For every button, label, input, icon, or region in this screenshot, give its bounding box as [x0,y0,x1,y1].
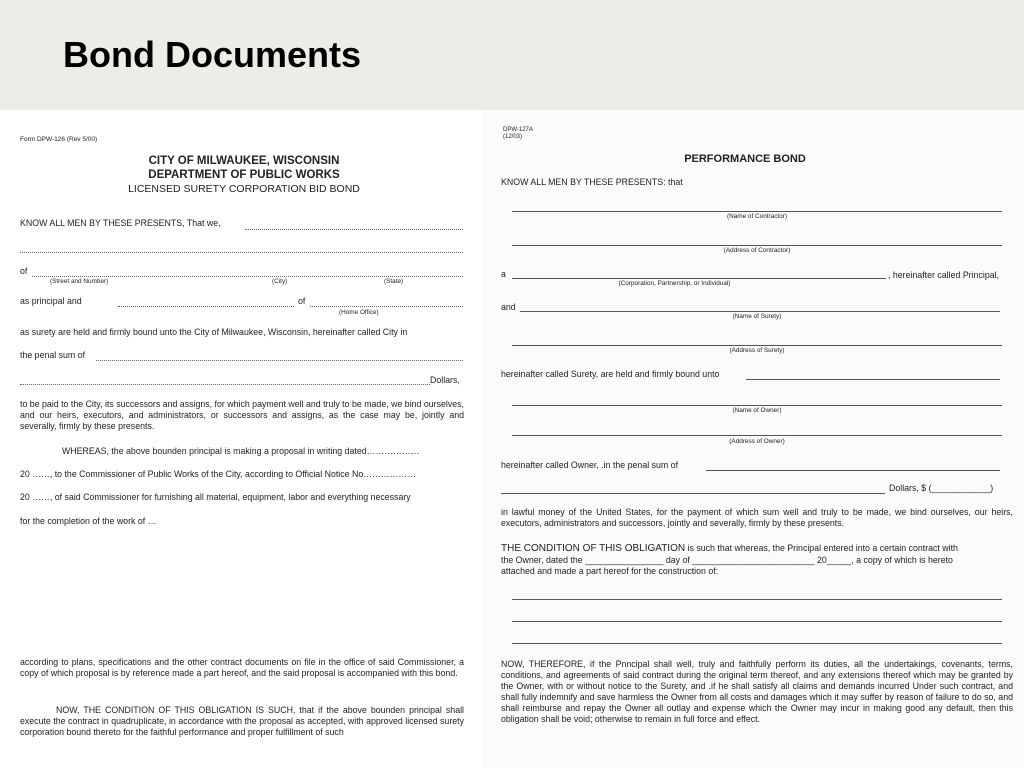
know-all-men-line: KNOW ALL MEN BY THESE PRESENTS, That we, [20,218,221,228]
furnishing-line: 20 ……, of said Commissioner for furnishing all material, equipment, labor and everything necessary [20,492,411,502]
performance-bond-document [482,110,1024,768]
fill-line [512,643,1002,644]
bid-heading-city: CITY OF MILWAUKEE, WISCONSIN [148,155,340,167]
now-therefore-paragraph: NOW, THEREFORE, if the Pnncipal shall well, truly and faithfully perform its duties, all the undertakings, covenants, terms, conditions, and agreements of said contract during the original term thereof, and any extensions thereof which may be granted by the Owner, with or without notice to the Surety, and .if he shall satisfy all claims and demands incurred Under such contract, and shall fully indemnify and save harmless the Owner from all costs and damages which it may suffer by reason of failure to do so, and shall reimburse and repay the Owner all outlay and expense which the Owner may incur in making good any default, then this obligation shall be void; otherwise to remain in full force and effect. [501,659,1013,724]
fill-line [512,211,1002,212]
fill-line [512,345,1002,346]
label-owner-name: (Name of Owner) [732,407,782,414]
fill-line [512,599,1002,600]
condition-paragraph: NOW, THE CONDITION OF THIS OBLIGATION IS SUCH, that if the above bounden principal shall execute the contract in quadruplicate, in accordance with the proposal as accepted, with approved licensed surety corporation bound thereto for the faithful performance and proper fulfillment of such [20,705,464,737]
fill-line [20,384,430,385]
bid-heading-bond-type: LICENSED SURETY CORPORATION BID BOND [128,183,360,195]
fill-line [96,360,463,361]
label-street: (Street and Number) [50,278,109,285]
owner-dated-line: the Owner, dated the ________________ day of _________________________ 20_____, a copy of which is hereto [501,555,953,565]
bid-heading-department: DEPARTMENT OF PUBLIC WORKS [148,169,340,181]
label-state: (State) [384,278,404,285]
label-surety-name: (Name of Surety) [732,313,782,320]
surety-bound-line: hereinafter called Surety, are held and firmly bound unto [501,369,720,379]
fill-line [520,311,1000,312]
fill-line [512,278,886,279]
fill-line [310,306,463,307]
label-surety-address: (Address of Surety) [729,347,785,354]
fill-line [706,470,1000,471]
fill-line [512,405,1002,406]
whereas-line: WHEREAS, the above bounden principal is making a proposal in writing dated……………… [62,446,420,456]
principal-line: as principal and [20,296,82,306]
of-line: of [20,266,28,276]
attached-line: attached and made a part hereof for the construction of: [501,566,719,576]
form-date: (12/03) [503,134,523,140]
fill-line [118,306,294,307]
according-paragraph: according to plans, specifications and the other contract documents on file in the office of said Commissioner, a copy of which proposal is by reference made a part hereof, and the said proposal is accompanied with this bond. [20,657,464,678]
fill-line [512,435,1002,436]
label-corporation: (Corporation, Partnership, or Individual) [618,280,731,287]
fill-line [20,252,463,253]
principal-of: of [298,296,306,306]
surety-line: as surety are held and firmly bound unto the City of Milwaukee, Wisconsin, hereinafter called City in [20,327,408,337]
form-number: Form DPW-126 (Rev 5/00) [20,136,98,143]
commissioner-line: 20 ……, to the Commissioner of Public Works of the City, according to Official Notice No……………… [20,469,416,479]
condition-rest: is such that whereas, the Principal entered into a certain contract with [687,543,958,553]
fill-line [512,621,1002,622]
condition-title: THE CONDITION OF THIS OBLIGATION [501,543,686,554]
label-contractor-address: (Address of Contractor) [723,247,791,254]
completion-line: for the completion of the work of … [20,516,157,526]
slide-title: Bond Documents [63,34,362,75]
dollars-line: Dollars, $ (____________) [889,483,994,493]
label-city: (City) [272,278,288,285]
principal-suffix: , hereinafter called Principal, [888,270,999,280]
performance-heading: PERFORMANCE BOND [684,153,806,165]
owner-penal-line: hereinafter called Owner, .in the penal sum of [501,460,679,470]
money-paragraph: in lawful money of the United States, for the payment of which sum well and truly to be made, we bind ourselves, our heirs, executors, administrators and successors, jointly and severally, firmly by these presents. [501,507,1013,528]
penal-sum-line: the penal sum of [20,350,86,360]
fill-line [501,493,885,494]
form-number: DPW-127A [503,127,533,133]
bid-bond-document [0,110,482,768]
dollars-label: Dollars, [430,375,460,385]
label-contractor-name: (Name of Contractor) [726,213,788,220]
a-line: a [501,269,506,279]
label-owner-address: (Address of Owner) [729,438,785,445]
know-all-men-line: KNOW ALL MEN BY THESE PRESENTS: that [501,177,683,187]
fill-line [32,276,463,277]
label-home-office: (Home Office) [339,309,379,316]
fill-line [512,245,1002,246]
fill-line [746,379,1000,380]
fill-line [245,229,463,230]
and-line: and [501,302,516,312]
paid-paragraph: to be paid to the City, its successors and assigns, for which payment well and truly to be made, we bind ourselves, and our heirs, executors, and administrators, or successors and assigns, as the case may be, jointly and severally, firmly by these presents. [20,399,464,431]
